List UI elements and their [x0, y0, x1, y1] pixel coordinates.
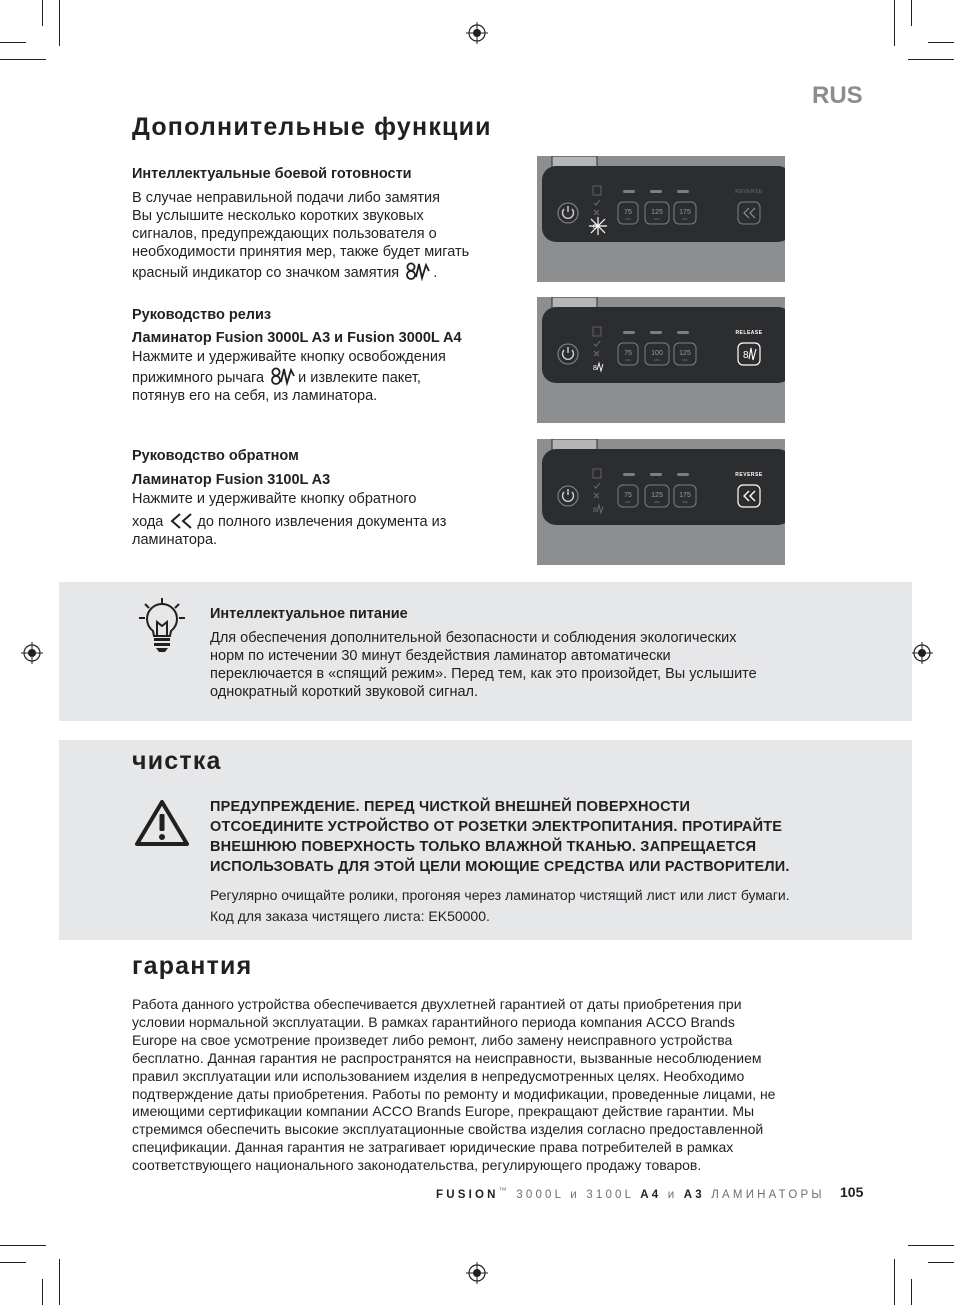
temp-unit: MIC	[625, 217, 631, 221]
svg-text:8: 8	[743, 350, 749, 361]
svg-text:8: 8	[593, 507, 597, 514]
temp-unit: MIC	[682, 500, 688, 504]
release-heading: Руководство релиз	[132, 307, 272, 323]
smart-power-text: Для обеспечения дополнительной безопасности и соблюдения экологических норм по истечении 30 минут бездействия ламинатор автоматически переключается в «спящий режим». Перед тем, как это произойдет, Вы услышите однократный короткий звуковой сигнал.	[210, 630, 757, 700]
reverse-text: Нажмите и удерживайте кнопку обратного хода до полного извлечения документа из ламинатора.	[132, 491, 447, 548]
jam-icon	[405, 261, 431, 281]
page-title: Дополнительные функции	[132, 113, 492, 141]
temp-unit: MIC	[625, 358, 631, 362]
control-panel-reverse	[537, 439, 785, 565]
temp-label: 175	[679, 492, 691, 499]
control-panel-jam	[537, 156, 785, 282]
registration-mark-bottom	[466, 1262, 488, 1284]
temp-unit: MIC	[654, 358, 660, 362]
temp-label: 75	[624, 492, 632, 499]
control-panel-release	[537, 297, 785, 423]
reverse-heading: Руководство обратном	[132, 448, 299, 464]
svg-text:8: 8	[593, 224, 597, 231]
warning-icon	[134, 798, 190, 848]
temp-label: 125	[651, 209, 663, 216]
jam-release-icon	[270, 366, 296, 386]
language-tag: RUS	[812, 82, 863, 109]
registration-mark-top	[466, 22, 488, 44]
warranty-heading: гарантия	[132, 952, 253, 980]
release-model: Ламинатор Fusion 3000L A3 и Fusion 3000L A4	[132, 330, 462, 346]
panel-button-label: REVERSE	[735, 189, 763, 195]
warranty-text: Работа данного устройства обеспечивается двухлетней гарантией от даты приобретения при условии нормальной эксплуатации. В рамках гарантийного периода компания ACCO Brands Europe на свое усмотрение произведет либо ремонт, либо замену неисправного устройства бесплатно. Данная гарантия не распространятся на неисправности, вызванные несоблюдением правил эксплуатации или использованием изделия в непредусмотренных целях. Необходимо подтверждение даты приобретения. Работы по ремонту и модификации, проведенные лицами, не имеющими сертификации компании ACCO Brands Europe, прекращают действие гарантии. Мы стремимся обеспечить высокие эксплуатационные свойства изделия согласно предоставленной спецификации. Данная гарантия не затрагивает юридические права потребителей в рамках соответствующего национального законодательства, регулирующего продажу товаров.	[132, 996, 776, 1174]
cleaning-heading: чистка	[132, 747, 222, 775]
temp-label: 75	[624, 350, 632, 357]
lightbulb-icon	[136, 596, 188, 654]
jam-text: В случае неправильной подачи либо замятия Вы услышите несколько коротких звуковых сигналов, предупреждающих пользователя о необходимости принятия мер, также будет мигать красный индикатор со значком замятия .	[132, 190, 470, 281]
temp-label: 75	[624, 209, 632, 216]
registration-mark-right	[911, 642, 933, 664]
reverse-icon	[169, 512, 195, 530]
page-number: 105	[840, 1184, 864, 1200]
registration-mark-left	[21, 642, 43, 664]
temp-unit: MIC	[654, 500, 660, 504]
smart-power-heading: Интеллектуальное питание	[210, 606, 408, 622]
reverse-model: Ламинатор Fusion 3100L A3	[132, 472, 331, 488]
temp-label: 125	[679, 350, 691, 357]
panel-button-label: REVERSE	[735, 472, 763, 478]
temp-unit: MIC	[682, 358, 688, 362]
temp-label: 125	[651, 492, 663, 499]
cleaning-warning: ПРЕДУПРЕЖДЕНИЕ. ПЕРЕД ЧИСТКОЙ ВНЕШНЕЙ ПОВЕРХНОСТИ ОТСОЕДИНИТЕ УСТРОЙСТВО ОТ РОЗЕТКИ ЭЛЕКТРОПИТАНИЯ. ПРОТИРАЙТЕ ВНЕШНЮЮ ПОВЕРХНОСТЬ ТОЛЬКО ВЛАЖНОЙ ТКАНЬЮ. ЗАПРЕЩАЕТСЯ ИСПОЛЬЗОВАТЬ ДЛЯ ЭТОЙ ЦЕЛИ МОЮЩИЕ СРЕДСТВА ИЛИ РАСТВОРИТЕЛИ.	[210, 799, 790, 875]
footer-product-line: FUSION™ 3000L и 3100L A4 и A3 ЛАМИНАТОРЫ	[436, 1186, 825, 1201]
panel-button-label: RELEASE	[735, 330, 763, 336]
temp-unit: MIC	[682, 217, 688, 221]
svg-text:8: 8	[593, 365, 597, 372]
jam-heading: Интеллектуальные боевой готовности	[132, 166, 412, 182]
temp-label: 100	[651, 350, 663, 357]
temp-label: 175	[679, 209, 691, 216]
release-text: Нажмите и удерживайте кнопку освобождения прижимного рычага и извлеките пакет, потянув его на себя, из ламинатора.	[132, 349, 446, 404]
cleaning-note: Регулярно очищайте ролики, прогоняя через ламинатор чистящий лист или лист бумаги. Код для заказа чистящего листа: EK50000.	[210, 887, 790, 924]
temp-unit: MIC	[625, 500, 631, 504]
temp-unit: MIC	[654, 217, 660, 221]
